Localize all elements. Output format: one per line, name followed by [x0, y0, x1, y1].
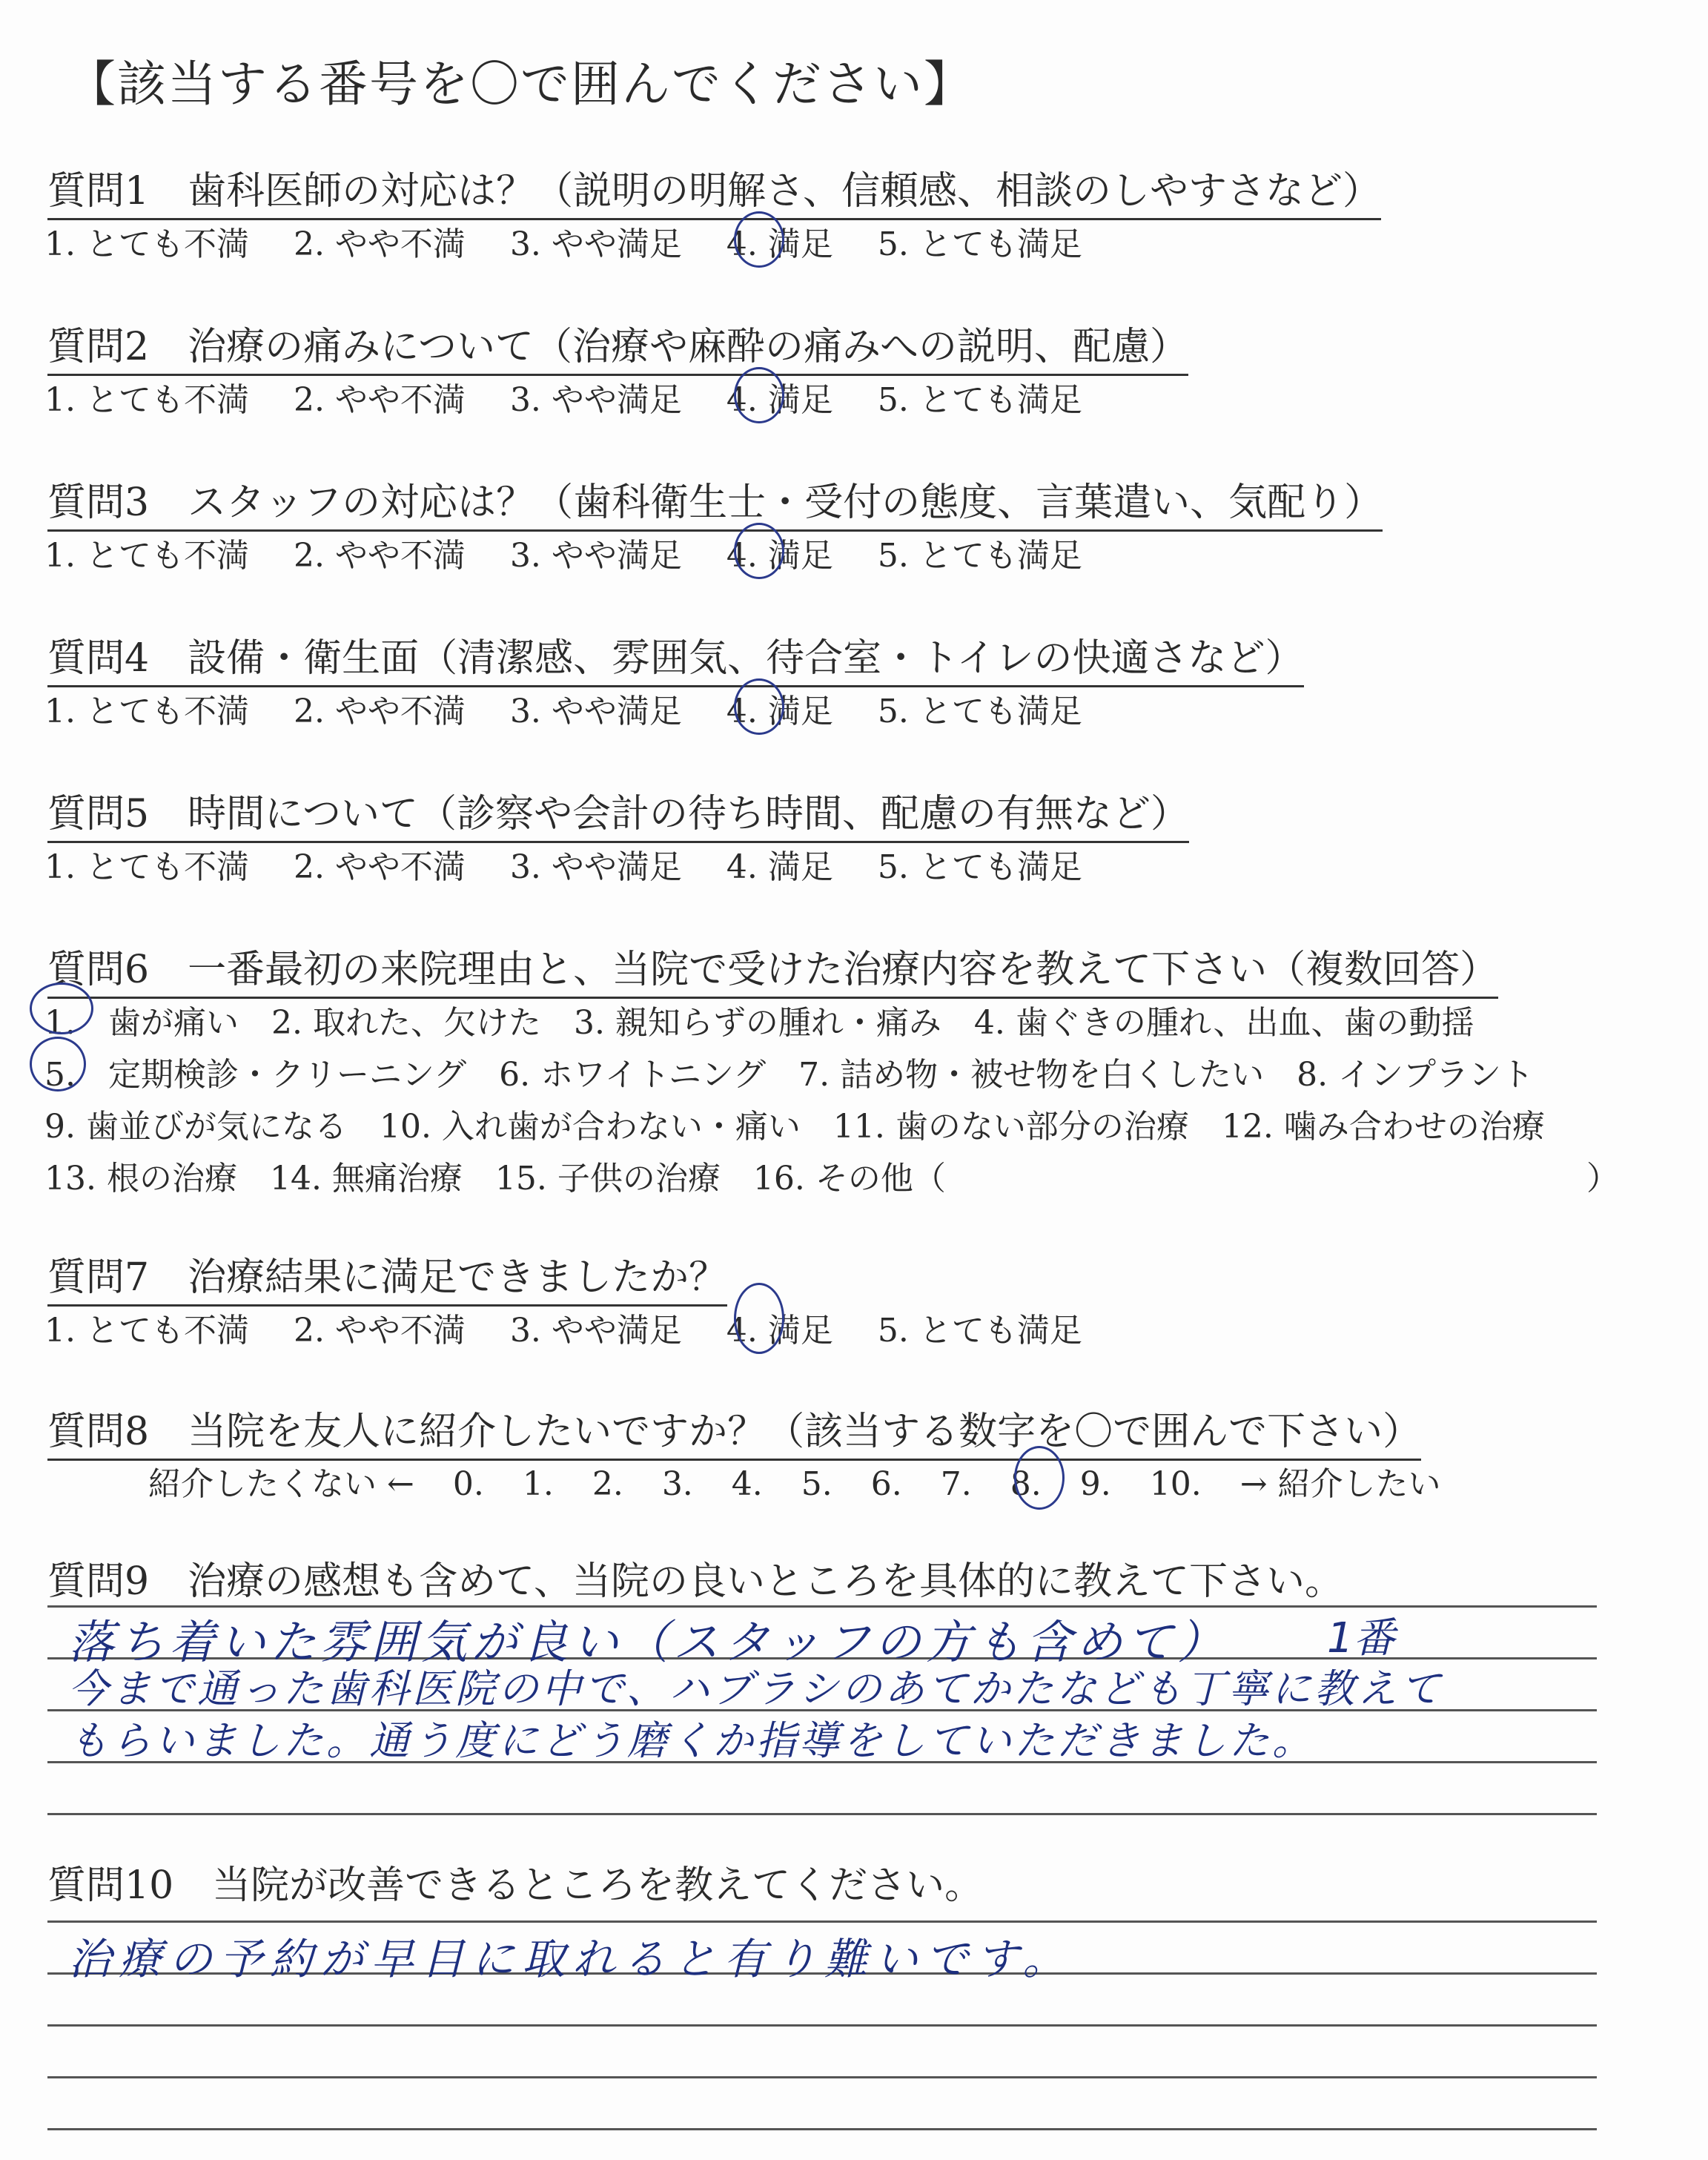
scale-8[interactable]: 8.: [1010, 1465, 1042, 1503]
handwritten-answer-q9-line-3: もらいました。通う度にどう磨くか指導をしていただきました。: [68, 1717, 1315, 1764]
scale-10[interactable]: 10.: [1149, 1465, 1202, 1503]
option-3[interactable]: 3. やや満足: [509, 225, 682, 263]
scale-right-label: → 紹介したい: [1239, 1465, 1441, 1503]
answer-circle-q6-5: [30, 1037, 86, 1091]
question-7-options: [44, 1304, 1127, 1351]
question-8: 質問8 当院を友人に紹介したいですか？（該当する数字を〇で囲んで下さい）: [47, 1400, 1421, 1461]
answer-line: [47, 1920, 1597, 1923]
question-5: 質問5 時間について（診察や会計の待ち時間、配慮の有無など）: [47, 782, 1189, 843]
question-6: 質問6 一番最初の来院理由と、当院で受けた治療内容を教えて下さい（複数回答）: [47, 938, 1498, 999]
question-3: 質問3 スタッフの対応は？（歯科衛生士・受付の態度、言葉遣い、気配り）: [47, 471, 1383, 532]
option-3[interactable]: 3. やや満足: [509, 381, 682, 419]
question-6-row-3[interactable]: 9. 歯並びが気になる 10. 入れ歯が合わない・痛い 11. 歯のない部分の治療 12. 噛み合わせの治療: [44, 1108, 1545, 1146]
option-1[interactable]: 1. とても不満: [44, 537, 249, 575]
question-2-options: [44, 373, 1127, 420]
option-2[interactable]: 2. やや不満: [293, 1312, 466, 1350]
option-4[interactable]: 4. 満足: [726, 1312, 833, 1350]
option-2[interactable]: 2. やや不満: [293, 848, 466, 886]
option-3[interactable]: 3. やや満足: [509, 848, 682, 886]
answer-circle-q2: [734, 367, 784, 423]
scale-6[interactable]: 6.: [870, 1465, 902, 1503]
option-1[interactable]: 1. とても不満: [44, 225, 249, 263]
question-10: 質問10 当院が改善できるところを教えてください。: [47, 1863, 984, 1908]
answer-circle-q1: [734, 211, 784, 268]
scale-9[interactable]: 9.: [1079, 1465, 1111, 1503]
handwritten-insert: 1番: [1327, 1614, 1395, 1662]
question-6-other-close: ）: [1586, 1160, 1619, 1198]
option-1[interactable]: 1. とても不満: [44, 381, 249, 419]
question-9: 質問9 治療の感想も含めて、当院の良いところを具体的に教えて下さい。: [47, 1559, 1344, 1604]
answer-circle-q7: [734, 1283, 784, 1354]
option-2[interactable]: 2. やや不満: [293, 225, 466, 263]
option-4[interactable]: 4. 満足: [726, 381, 833, 419]
question-8-scale: [148, 1457, 1480, 1505]
question-6-row-4[interactable]: 13. 根の治療 14. 無痛治療 15. 子供の治療 16. その他（: [44, 1160, 946, 1198]
option-4[interactable]: 4. 満足: [726, 848, 833, 886]
option-5[interactable]: 5. とても満足: [877, 381, 1082, 419]
scale-4[interactable]: 4.: [731, 1465, 763, 1503]
option-3[interactable]: 3. やや満足: [509, 1312, 682, 1350]
question-3-options: [44, 529, 1127, 576]
scale-3[interactable]: 3.: [661, 1465, 693, 1503]
option-2[interactable]: 2. やや不満: [293, 693, 466, 730]
question-4: 質問4 設備・衛生面（清潔感、雰囲気、待合室・トイレの快適さなど）: [47, 627, 1304, 687]
answer-line: [47, 2076, 1597, 2078]
scale-7[interactable]: 7.: [940, 1465, 972, 1503]
option-2[interactable]: 2. やや不満: [293, 537, 466, 575]
question-2: 質問2 治療の痛みについて（治療や麻酔の痛みへの説明、配慮）: [47, 315, 1188, 376]
option-5[interactable]: 5. とても満足: [877, 1312, 1082, 1350]
option-5[interactable]: 5. とても満足: [877, 848, 1082, 886]
option-5[interactable]: 5. とても満足: [877, 537, 1082, 575]
question-6-row-2[interactable]: 5. 定期検診・クリーニング 6. ホワイトニング 7. 詰め物・被せ物を白くしたい 8. インプラント: [44, 1056, 1535, 1094]
option-4[interactable]: 4. 満足: [726, 537, 833, 575]
handwritten-answer-q9-line-2: 今まで通った歯科医院の中で、ハブラシのあてかたなども丁寧に教えて: [68, 1665, 1443, 1712]
answer-line: [47, 1813, 1597, 1815]
question-1-options: [44, 217, 1127, 265]
option-4[interactable]: 4. 満足: [726, 225, 833, 263]
scale-5[interactable]: 5.: [801, 1465, 833, 1503]
option-4[interactable]: 4. 満足: [726, 693, 833, 730]
option-5[interactable]: 5. とても満足: [877, 693, 1082, 730]
scale-1[interactable]: 1.: [522, 1465, 554, 1503]
scale-0[interactable]: 0.: [452, 1465, 484, 1503]
question-1: 質問1 歯科医師の対応は？（説明の明解さ、信頼感、相談のしやすさなど）: [47, 159, 1381, 220]
answer-circle-q3: [734, 523, 784, 579]
scale-2[interactable]: 2.: [592, 1465, 623, 1503]
option-3[interactable]: 3. やや満足: [509, 693, 682, 730]
question-5-options: [44, 840, 1127, 888]
option-1[interactable]: 1. とても不満: [44, 848, 249, 886]
option-5[interactable]: 5. とても満足: [877, 225, 1082, 263]
option-1[interactable]: 1. とても不満: [44, 693, 249, 730]
answer-line: [47, 2024, 1597, 2027]
scale-left-label: 紹介したくない ←: [148, 1465, 414, 1503]
option-3[interactable]: 3. やや満足: [509, 537, 682, 575]
question-6-row-1[interactable]: 1. 歯が痛い 2. 取れた、欠けた 3. 親知らずの腫れ・痛み 4. 歯ぐきの腫れ、出血、歯の動揺: [44, 1004, 1474, 1042]
answer-circle-q8: [1014, 1446, 1065, 1510]
answer-circle-q4: [734, 678, 784, 735]
option-2[interactable]: 2. やや不満: [293, 381, 466, 419]
answer-line: [47, 2128, 1597, 2130]
question-7: 質問7 治療結果に満足できましたか？: [47, 1246, 727, 1307]
question-4-options: [44, 684, 1127, 732]
handwritten-answer-q10-line-1: 治療の予約が早目に取れると有り難いです。: [68, 1934, 1073, 1984]
instruction-heading: 【該当する番号を〇で囲んでください】: [67, 56, 974, 113]
option-1[interactable]: 1. とても不満: [44, 1312, 249, 1350]
handwritten-answer-q9-line-1: 落ち着いた雰囲気が良い（スタッフの方も含めて）: [68, 1615, 1228, 1669]
answer-circle-q6-1: [30, 982, 93, 1034]
